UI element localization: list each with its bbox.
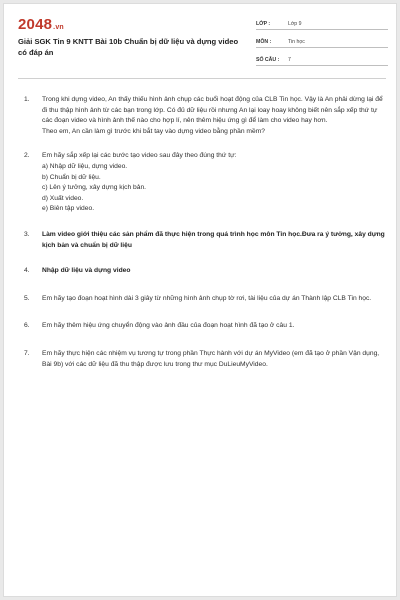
option-a: a) Nhập dữ liệu, dựng video. [42, 162, 128, 170]
question-5 [18, 294, 386, 305]
question-text: Trong khi dựng video, An thấy thiếu hình ảnh chụp các buổi hoạt động của CLB Tin học. Vậy là An phải dừng lại để đi thu thập hình ảnh từ các bạn trong lớp. Có đủ dữ liệu rồi nhưng An lại loay hoay không biết nên sắp xếp thứ tự các đoạn video và hình ảnh thế nào cho hợp lí, nên thêm hiệu ứng gì để làm cho video hay hơn. [42, 96, 383, 125]
question-number: 6. [24, 322, 30, 330]
question-2 [18, 151, 386, 215]
option-b: b) Chuẩn bị dữ liệu. [42, 173, 101, 181]
question-text: Em hãy thực hiện các nhiệm vụ tương tự trong phần Thực hành với dự án MyVideo (em đã tạo ở phần Vận dụng, Bài 9b) với các dữ liệu đã thu thập được lưu trong thư mục DuLieuMyVideo. [42, 349, 380, 368]
meta-value: Lớp 9 [288, 21, 302, 27]
question-text: Em hãy tạo đoạn hoạt hình dài 3 giây từ những hình ảnh chụp tờ rơi, tài liệu của dự án Thành lập CLB Tin học. [42, 294, 372, 302]
meta-row-subject [256, 34, 388, 48]
question-4 [18, 266, 386, 277]
meta-row-class [256, 16, 388, 30]
question-text: Em hãy sắp xếp lại các bước tạo video sau đây theo đúng thứ tự: [42, 152, 237, 160]
meta-value: Tin học [288, 39, 305, 45]
header [4, 4, 398, 79]
meta-label: SỐ CÂU : [256, 57, 280, 63]
meta-value: 7 [288, 57, 291, 63]
question-number: 3. [24, 230, 30, 238]
option-e: e) Biên tập video. [42, 205, 95, 213]
option-d: d) Xuất video. [42, 194, 84, 202]
question-7 [18, 349, 386, 370]
question-text: Em hãy thêm hiệu ứng chuyển động vào ảnh đầu của đoạn hoạt hình đã tạo ở câu 1. [42, 322, 295, 330]
question-number: 1. [24, 96, 30, 103]
question-number: 4. [24, 267, 30, 275]
meta-label: LỚP : [256, 21, 271, 27]
question-number: 7. [24, 349, 30, 357]
logo-text: 2048 [18, 16, 53, 33]
question-number: 2. [24, 152, 30, 160]
site-logo[interactable] [18, 16, 64, 33]
question-3 [18, 230, 386, 251]
document-title: Giải SGK Tin 9 KNTT Bài 10b Chuẩn bị dữ liệu và dựng video có đáp án [18, 37, 239, 57]
question-6 [18, 321, 386, 332]
header-divider [18, 78, 386, 79]
logo-suffix: .vn [53, 24, 64, 31]
question-1 [18, 95, 386, 137]
meta-row-count [256, 52, 388, 66]
meta-table [256, 16, 388, 70]
question-text: Theo em, An cần làm gì trước khi bắt tay vào dựng video bằng phần mềm? [42, 127, 266, 135]
question-list [18, 84, 386, 370]
question-text: Làm video giới thiệu các sản phẩm đã thực hiện trong quá trình học môn Tin học.Đưa ra ý tưởng, xây dựng kịch bản và chuẩn bị dữ liệu [42, 230, 385, 249]
meta-label: MÔN : [256, 39, 272, 45]
question-text: Nhập dữ liệu và dựng video [42, 267, 131, 275]
option-c: c) Lên ý tưởng, xây dựng kịch bản. [42, 184, 147, 192]
document-page [3, 3, 397, 597]
question-number: 5. [24, 294, 30, 302]
